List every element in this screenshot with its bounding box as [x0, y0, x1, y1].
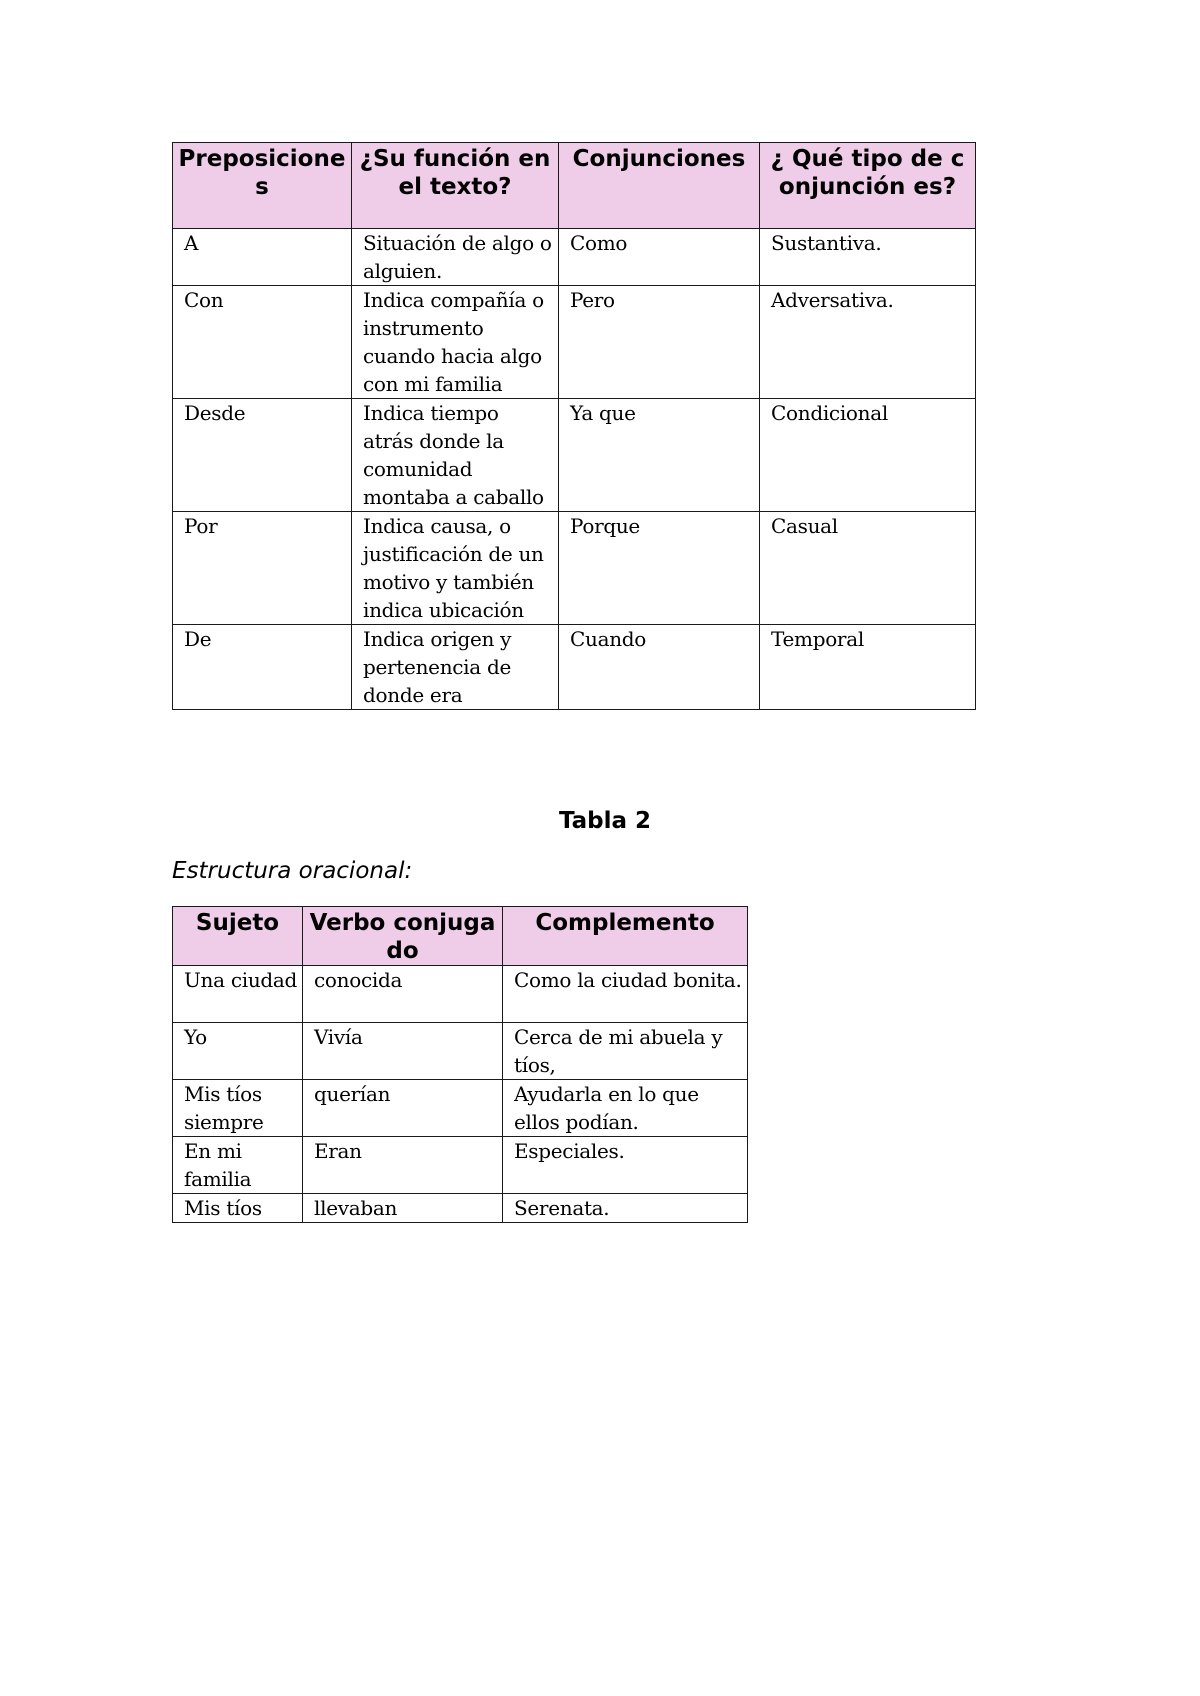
table-cell: Mis tíos	[173, 1194, 303, 1223]
table-row	[173, 625, 976, 710]
table-cell: Ayudarla en lo que ellos podían.	[503, 1080, 748, 1137]
table-cell: Indica tiempo atrás donde la comunidad montaba a caballo	[352, 399, 559, 512]
table-cell: Adversativa.	[760, 286, 976, 399]
table-cell: Una ciudad	[173, 966, 303, 1023]
table-cell: De	[173, 625, 352, 710]
table-cell: Por	[173, 512, 352, 625]
table-cell: Cuando	[559, 625, 760, 710]
table-cell: A	[173, 229, 352, 286]
table-cell: Pero	[559, 286, 760, 399]
table-cell: Indica origen y pertenencia de donde era	[352, 625, 559, 710]
table-cell: Temporal	[760, 625, 976, 710]
table-cell: Indica compañía o instrumento cuando hacia algo con mi familia	[352, 286, 559, 399]
table-cell: Serenata.	[503, 1194, 748, 1223]
table-cell: Cerca de mi abuela y tíos,	[503, 1023, 748, 1080]
table-cell: Eran	[303, 1137, 503, 1194]
table-cell: Desde	[173, 399, 352, 512]
table-cell: Condicional	[760, 399, 976, 512]
table-row	[173, 1080, 748, 1137]
table-cell: Porque	[559, 512, 760, 625]
table-cell: llevaban	[303, 1194, 503, 1223]
table-row	[173, 966, 748, 1023]
header-sujeto: Sujeto	[173, 907, 303, 966]
header-preposiciones: Preposiciones	[173, 143, 352, 229]
table-cell: Ya que	[559, 399, 760, 512]
header-complemento: Complemento	[503, 907, 748, 966]
table-row	[173, 1194, 748, 1223]
table-caption: Tabla 2	[558, 808, 652, 834]
table-row	[173, 286, 976, 399]
table-cell: Vivía	[303, 1023, 503, 1080]
header-su-funcion: ¿Su función en el texto?	[352, 143, 559, 229]
prepositions-conjunctions-table	[172, 142, 976, 710]
table-cell: Indica causa, o justificación de un motivo y también indica ubicación	[352, 512, 559, 625]
table-cell: En mi familia	[173, 1137, 303, 1194]
table-row	[173, 512, 976, 625]
table-cell: Situación de algo o alguien.	[352, 229, 559, 286]
table-row	[173, 1023, 748, 1080]
table-cell: Como	[559, 229, 760, 286]
table-header-row	[173, 143, 976, 229]
table-cell: Especiales.	[503, 1137, 748, 1194]
sentence-structure-table	[172, 906, 748, 1223]
header-conjunciones: Conjunciones	[559, 143, 760, 229]
table-row	[173, 229, 976, 286]
section-subtitle: Estructura oracional:	[172, 858, 413, 884]
table-cell: Casual	[760, 512, 976, 625]
table-cell: Mis tíos siempre	[173, 1080, 303, 1137]
table-header-row	[173, 907, 748, 966]
header-tipo-conjuncion: ¿ Qué tipo de conjunción es?	[760, 143, 976, 229]
table-cell: Sustantiva.	[760, 229, 976, 286]
header-verbo-conjugado: Verbo conjugado	[303, 907, 503, 966]
table-row	[173, 1137, 748, 1194]
table-cell: Como la ciudad bonita.	[503, 966, 748, 1023]
table-cell: Yo	[173, 1023, 303, 1080]
table-cell: conocida	[303, 966, 503, 1023]
table-cell: querían	[303, 1080, 503, 1137]
table-row	[173, 399, 976, 512]
table-cell: Con	[173, 286, 352, 399]
